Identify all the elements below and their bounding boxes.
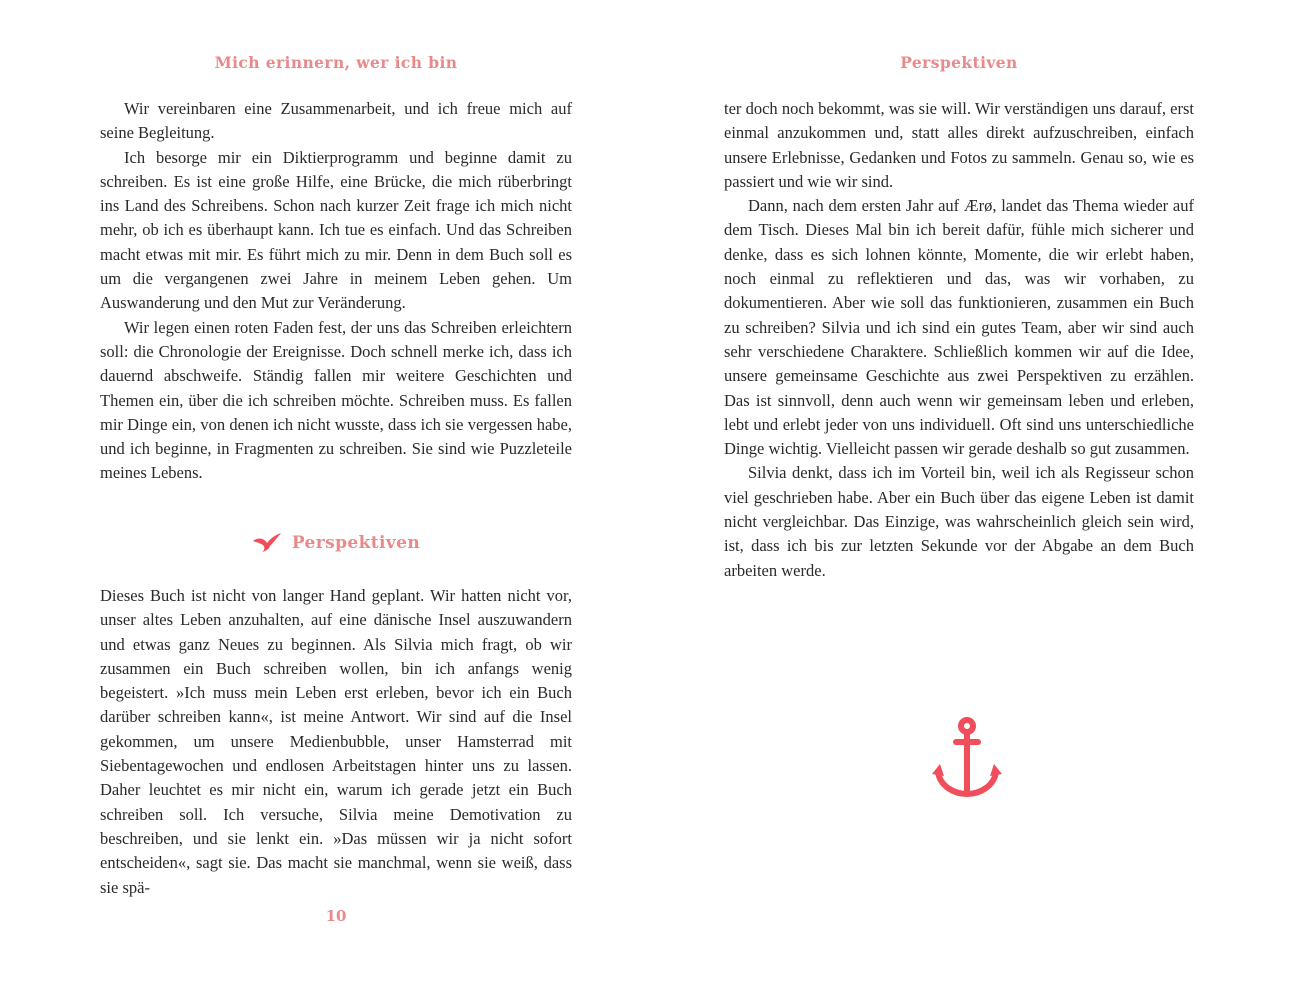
paragraph: Wir vereinbaren eine Zusammenarbeit, und ich freue mich auf seine Begleitung. bbox=[100, 99, 572, 143]
page-number: 10 bbox=[325, 907, 347, 925]
section-title: Perspektiven bbox=[291, 533, 421, 553]
left-text-block bbox=[100, 97, 572, 486]
paragraph: Dann, nach dem ersten Jahr auf Ærø, landet das Thema wieder auf dem Tisch. Dieses Mal bin ich bereit dafür, fühle mich sicherer und denke, dass es sich lohnen könnte, Momente, die wir erlebt haben, noch einmal zu reflektieren und das, was wir vorhaben, zu dokumentieren. Aber wie soll das funktionieren, zusammen ein Buch zu schreiben? Silvia und ich sind ein gutes Team, aber wir sind auch sehr verschiedene Charaktere. Schließlich kommen wir auf die Idee, unsere gemeinsame Geschichte aus zwei Perspektiven zu erzählen. Das ist sinnvoll, denn auch wenn wir gemeinsam leben und erleben, lebt und erlebt jeder von uns individuell. Oft sind uns unterschiedliche Dinge wichtig. Vielleicht passen wir gerade deshalb so gut zusammen. bbox=[724, 196, 1194, 459]
section-paragraph: Dieses Buch ist nicht von langer Hand geplant. Wir hatten nicht vor, unser altes Leben anzuhalten, auf eine dänische Insel auszuwandern und etwas ganz Neues zu beginnen. Als Silvia mich fragt, ob wir zusammen ein Buch schreiben wollen, bin ich anfangs wenig begeistert. »Ich muss mein Leben erst erleben, bevor ich ein Buch darüber schreiben kann«, ist meine Antwort. Wir sind auf die Insel gekommen, um unsere Medienbubble, unser Hamsterrad mit Siebentagewochen und endlosen Arbeitstagen hinter uns zu lassen. Daher leuchtet es mir nicht ein, warum ich gerade jetzt ein Buch schreiben soll. Ich versuche, Silvia meine Demotivation zu beschreiben, und sie lenkt ein. »Das müssen wir ja nicht sofort entscheiden«, sagt sie. Das macht sie manchmal, wenn sie weiß, dass sie spä- bbox=[100, 586, 572, 897]
left-page bbox=[100, 0, 572, 1000]
running-head-left: Mich erinnern, wer ich bin bbox=[214, 53, 458, 72]
paragraph: Ich besorge mir ein Diktierprogramm und beginne damit zu schreiben. Es ist eine große Hilfe, eine Brücke, die mich rüberbringt ins Land des Schreibens. Schon nach kurzer Zeit frage ich mich nicht mehr, ob ich es überhaupt kann. Ich tue es einfach. Und das Schreiben macht etwas mit mir. Es führt mich zu mir. Denn in dem Buch soll es um die vergangenen zwei Jahre in meinem Leben gehen. Um Auswanderung und den Mut zur Veränderung. bbox=[100, 147, 572, 313]
section-heading bbox=[100, 532, 572, 554]
anchor-icon bbox=[932, 716, 1002, 802]
running-head-right: Perspektiven bbox=[900, 53, 1018, 72]
bird-icon bbox=[252, 532, 282, 554]
paragraph: Wir legen einen roten Faden fest, der uns das Schreiben erleichtern soll: die Chronologie der Ereignisse. Doch schnell merke ich, dass ich dauernd abschweife. Ständig fallen mir weitere Geschichten und Themen ein, über die ich schreiben möchte. Schreiben muss. Es fallen mir Dinge ein, von denen ich nicht wusste, dass ich sie vergessen habe, und ich beginne, in Fragmenten zu schreiben. Sie sind wie Puzzleteile meines Lebens. bbox=[100, 317, 572, 483]
paragraph: Silvia denkt, dass ich im Vorteil bin, weil ich als Regisseur schon viel geschrieben habe. Aber ein Buch über das eigene Leben ist damit nicht vergleichbar. Das Einzige, was wahrscheinlich gleich sein wird, ist, dass ich bis zur letzten Sekunde vor der Abgabe an dem Buch arbeiten werde. bbox=[724, 463, 1194, 580]
paragraph: ter doch noch bekommt, was sie will. Wir verständigen uns darauf, erst einmal anzukommen und, statt alles direkt aufzuschreiben, einfach unsere Erlebnisse, Gedanken und Fotos zu sammeln. Genau so, wie es passiert und wie wir sind. bbox=[724, 99, 1194, 191]
right-page bbox=[724, 0, 1194, 1000]
right-text-block bbox=[724, 97, 1194, 583]
section-text-block bbox=[100, 584, 572, 900]
